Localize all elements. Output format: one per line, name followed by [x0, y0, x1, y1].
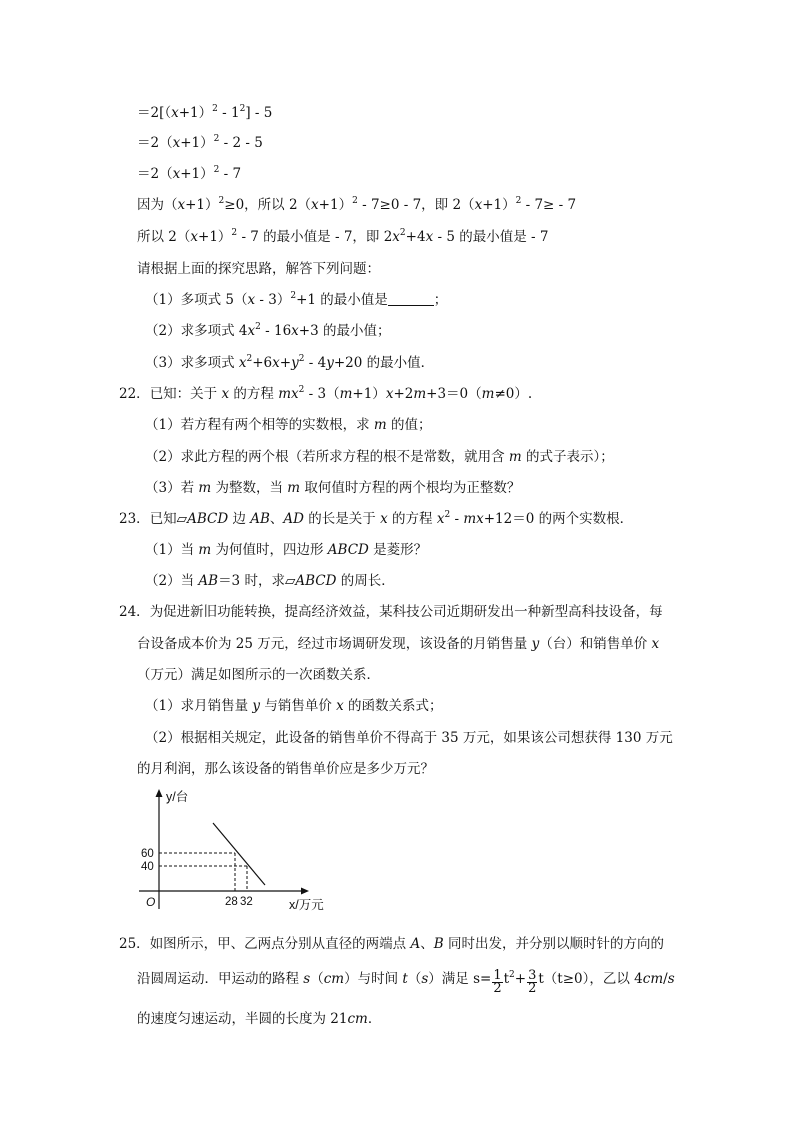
problem-25-line-1: 25．如图所示，甲、乙两点分别从直径的两端点 A、B 同时出发，并分别以顺时针的方向的	[119, 936, 664, 952]
x-axis-label: x/万元	[289, 898, 324, 912]
problem-22-part-3: （3）若 m 为整数，当 m 取何值时方程的两个根均为正整数？	[145, 480, 521, 496]
problem-23-stem: 23．已知▱ABCD 边 AB、AD 的长是关于 x 的方程 $x^2 - mx+12=0$ 的两个实数根．	[119, 510, 634, 527]
motion-formula: s= $\frac{1}{2}$ $t^2+$ $\frac{3}{2}$ t（t≥0）	[473, 968, 590, 996]
fraction-half-1: $\frac{1}{2}$	[493, 968, 502, 996]
question-21-1: （1）多项式 5（x - 3）$^2$+1 的最小值是 ；	[145, 291, 448, 308]
problem-24-part-1: （1）求月销售量 y 与销售单价 x 的函数关系式；	[145, 698, 443, 714]
derivation-line-2: $=2(x+1)^2 - 2 - 5$	[137, 134, 263, 151]
y-tick-40: 40	[141, 861, 154, 873]
derivation-line-3: $=2(x+1)^2 - 7$	[137, 165, 242, 182]
answer-blank	[388, 293, 434, 306]
problem-24-part-2-cont: 的月利润，那么该设备的销售单价应是多少万元？	[137, 761, 434, 777]
instruction-line: 请根据上面的探究思路，解答下列问题：	[137, 261, 380, 277]
problem-22-stem: 22．已知：关于 x 的方程 $mx^2 - 3(m+1)x+2m+3=0(m\ne 0)$.	[119, 385, 533, 402]
problem-25-line-3: 的速度匀速运动，半圆的长度为 21cm．	[137, 1011, 382, 1027]
problem-23-part-2: （2）当 AB＝3 时，求▱ABCD 的周长．	[145, 573, 395, 589]
origin-label: O	[146, 895, 156, 909]
x-tick-28: 28	[225, 896, 238, 908]
problem-24-line-3: （万元）满足如图所示的一次函数关系．	[137, 667, 380, 683]
derivation-line-4: 因为$(x+1)^2\ge 0$，所以 $2(x+1)^2 - 7\ge 0 - 7$，即 $2(x+1)^2 - 7\ge - 7$	[137, 196, 577, 213]
x-tick-32: 32	[240, 896, 253, 908]
y-tick-60: 60	[141, 848, 154, 860]
fraction-three-halves: $\frac{3}{2}$	[528, 968, 537, 996]
problem-23-part-1: （1）当 m 为何值时，四边形 ABCD 是菱形？	[145, 542, 428, 558]
problem-24-line-2: 台设备成本价为 25 万元，经过市场调研发现，该设备的月销售量 y（台）和销售单价 x	[137, 636, 660, 652]
question-21-2: （2）求多项式 $4x^2 - 16x+3$ 的最小值；	[145, 322, 391, 339]
question-21-3: （3）求多项式 $x^2+6x+y^2 - 4y+20$ 的最小值．	[145, 354, 435, 371]
derivation-line-1: $=2[(x+1)^2 - 1^2] - 5$	[137, 104, 273, 121]
problem-22-part-1: （1）若方程有两个相等的实数根，求 m 的值；	[145, 417, 432, 433]
x-axis-arrow	[301, 888, 309, 895]
function-line	[213, 823, 265, 885]
y-axis-label: y/台	[166, 790, 189, 804]
problem-24-line-1: 24．为促进新旧功能转换，提高经济效益，某科技公司近期研发出一种新型高科技设备，每	[119, 604, 663, 620]
sales-price-graph	[125, 785, 340, 915]
problem-22-part-2: （2）求此方程的两个根（若所求方程的根不是常数，就用含 m 的式子表示）；	[145, 449, 614, 465]
problem-25-line-2: 沿圆周运动．甲运动的路程 s（cm）与时间 t（s）满足 s= $\frac{1}{2}$ $t^2+$ $\frac{3}{2}$ t（t≥0），乙以 4cm/s	[137, 968, 675, 996]
derivation-line-5: 所以 $2(x+1)^2 - 7$ 的最小值是 - 7，即 $2x^2+4x - 5$ 的最小值是 - 7	[137, 228, 549, 245]
problem-24-part-2: （2）根据相关规定，此设备的销售单价不得高于 35 万元，如果该公司想获得 130 万元	[145, 730, 673, 746]
y-axis-arrow	[156, 789, 163, 797]
